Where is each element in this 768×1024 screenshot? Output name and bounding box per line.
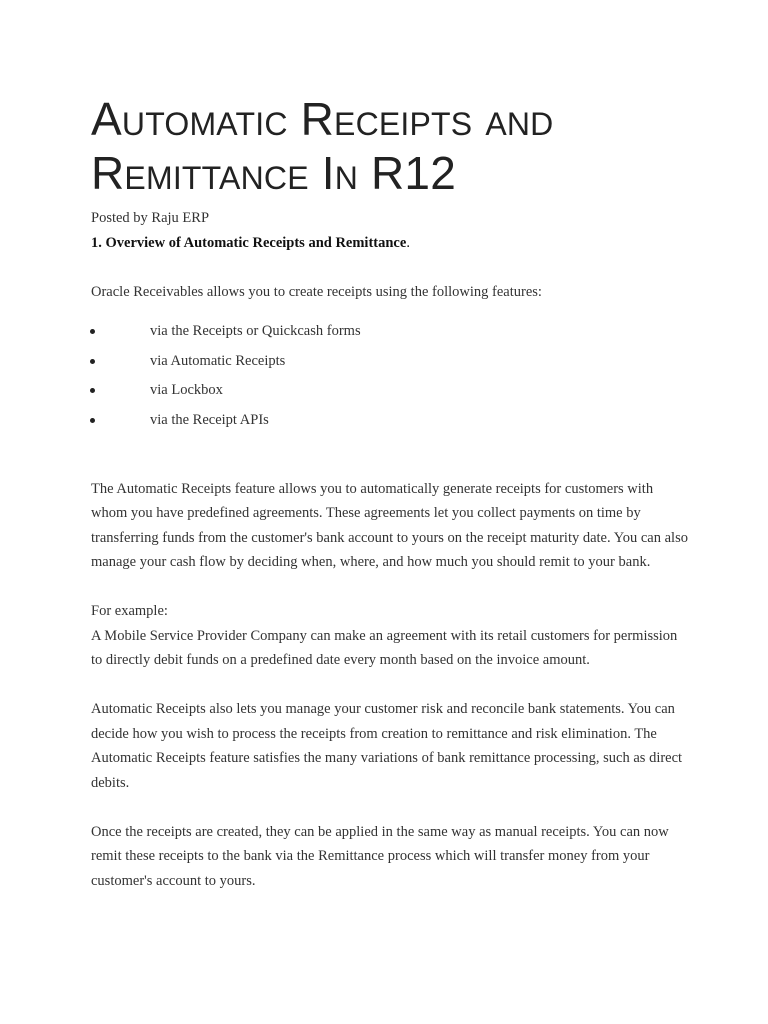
section-heading-text: 1. Overview of Automatic Receipts and Remittance <box>91 234 407 251</box>
list-item-text: via the Receipts or Quickcash forms <box>150 323 361 339</box>
list-item <box>91 376 691 406</box>
article <box>91 92 691 893</box>
bullet-icon <box>91 376 97 406</box>
spacer <box>91 575 691 600</box>
spacer <box>91 452 691 477</box>
bullet-icon <box>91 347 97 377</box>
list-item-text: via the Receipt APIs <box>150 411 269 428</box>
bullet-icon <box>91 317 97 347</box>
section-heading-suffix: . <box>406 234 410 251</box>
spacer <box>91 673 691 698</box>
example-label: For example: <box>91 603 168 619</box>
title-line-1: Automatic Receipts and <box>91 93 554 145</box>
list-item <box>91 347 691 377</box>
list-item <box>91 317 691 347</box>
spacer <box>91 795 691 820</box>
paragraph-remittance: Once the receipts are created, they can be applied in the same way as manual receipts. You can now remit these receipts to the bank via the Remittance process which will transfer money from your customer's account to yours. <box>91 823 669 889</box>
section-heading <box>91 231 691 256</box>
byline: Posted by Raju ERP <box>91 210 210 226</box>
list-item <box>91 406 691 436</box>
list-item-text: via Lockbox <box>150 382 223 398</box>
intro-paragraph: Oracle Receivables allows you to create receipts using the following features: <box>91 283 542 300</box>
paragraph-automatic-receipts: The Automatic Receipts feature allows you to automatically generate receipts for customers with whom you have predefined agreements. These agreements let you collect payments on time by transferring funds from the customer's bank account to yours on the receipt maturity date. You can also manage your cash flow by deciding when, where, and how much you should remit to your bank. <box>91 480 688 570</box>
spacer <box>91 255 691 280</box>
bullet-icon <box>91 406 97 436</box>
list-item-text: via Automatic Receipts <box>150 352 286 369</box>
title-line-2: Remittance In R12 <box>91 147 456 199</box>
page-title <box>91 92 691 200</box>
paragraph-risk: Automatic Receipts also lets you manage your customer risk and reconcile bank statements. You can decide how you wish to process the receipts from creation to remittance and risk elimination. The Automatic Receipts feature satisfies the many variations of bank remittance processing, such as direct debits. <box>91 701 683 791</box>
example-text: A Mobile Service Provider Company can make an agreement with its retail customers for permission to directly debit funds on a predefined date every month based on the invoice amount. <box>91 627 678 668</box>
feature-list <box>91 317 691 435</box>
